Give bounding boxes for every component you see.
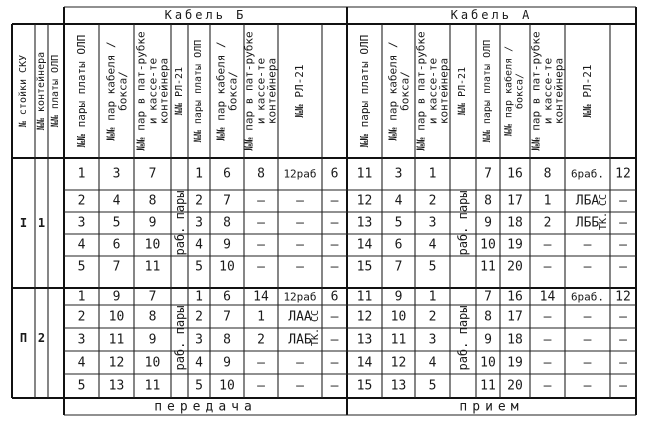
- table-cell: –: [583, 378, 592, 394]
- table-cell: 4: [112, 193, 121, 209]
- table-cell: 10: [144, 237, 161, 253]
- cable-a-title: Кабель А: [450, 8, 533, 22]
- table-cell: –: [619, 309, 627, 324]
- working-pairs-label-b: раб. пары: [172, 190, 187, 256]
- table-cell: 9: [484, 215, 492, 231]
- table-cell: 12: [615, 166, 631, 182]
- table-cell: –: [619, 237, 627, 253]
- table-cell: 4: [77, 237, 86, 253]
- table-cell: 12раб: [283, 167, 317, 181]
- container-number: 1: [37, 216, 46, 230]
- table-cell: 3: [77, 332, 86, 347]
- table-cell: 6: [394, 237, 403, 253]
- table-cell: 7: [484, 289, 492, 304]
- table-cell: –: [330, 332, 339, 347]
- table-cell: 9: [394, 289, 403, 304]
- table-cell: –: [330, 237, 339, 253]
- table-cell: 9: [112, 289, 121, 304]
- table-cell: 10: [390, 309, 407, 324]
- table-cell: –: [619, 378, 627, 394]
- table-cell: 9: [484, 332, 492, 347]
- table-cell: –: [296, 237, 304, 253]
- table-cell: –: [583, 332, 592, 347]
- table-cell: 6: [330, 166, 339, 182]
- footer-receive-label: прием: [459, 399, 524, 415]
- table-cell: 13: [108, 378, 125, 394]
- table-cell: 5: [195, 378, 203, 394]
- table-cell: 2: [428, 193, 437, 209]
- table-cell: 14: [539, 289, 556, 304]
- table-cell: 14: [356, 355, 373, 370]
- table-cell: 2: [543, 215, 552, 231]
- column-header-a-rl21-2: №№ РЛ-21: [580, 64, 594, 118]
- table-cell: –: [257, 378, 265, 394]
- column-header-b-pair-tail2: №№ пар в пат-рубке и кассе-те контейнера: [242, 31, 279, 151]
- table-cell: 11: [480, 259, 496, 275]
- table-cell: 12: [615, 289, 631, 304]
- table-cell: 5: [428, 259, 437, 275]
- table-cell: –: [330, 193, 339, 209]
- table-cell: 7: [112, 259, 121, 275]
- table-cell: 2: [77, 193, 86, 209]
- table-cell: –: [543, 237, 552, 253]
- column-header-b-rl21-2: №№ РЛ-21: [293, 64, 307, 118]
- table-cell: ЛББ: [575, 215, 600, 231]
- table-cell: 13: [390, 378, 407, 394]
- table-cell: –: [257, 259, 265, 275]
- table-cell: 12раб: [283, 290, 317, 303]
- table-cell: 5: [195, 259, 203, 275]
- working-pairs-label-a: раб. пары: [456, 190, 470, 256]
- table-cell: 8: [148, 309, 157, 324]
- table-cell: 1: [428, 289, 437, 304]
- table-cell: 10: [219, 378, 235, 394]
- table-cell: 11: [356, 289, 373, 304]
- container-number: 2: [37, 331, 46, 345]
- table-cell: 4: [428, 237, 437, 253]
- table-cell: 14: [253, 289, 269, 304]
- table-cell: –: [543, 309, 552, 324]
- table-cell: 2: [77, 309, 86, 324]
- working-pairs-label-a: раб. пары: [456, 305, 470, 371]
- table-cell: 3: [394, 166, 403, 182]
- table-cell: 7: [148, 289, 157, 304]
- table-cell: 7: [394, 259, 403, 275]
- table-cell: 8: [484, 309, 492, 324]
- table-cell: 10: [144, 355, 161, 370]
- cable-b-title: Кабель Б: [164, 8, 247, 22]
- table-cell: 3: [112, 166, 121, 182]
- column-header-a-pair-cable2: №№ пар кабеля /бокса/: [503, 45, 525, 137]
- sku-number: П: [19, 331, 28, 345]
- column-header-b-pair-cable2: №№ пар кабеля /бокса/: [214, 41, 239, 141]
- table-cell: 12: [108, 355, 125, 370]
- column-header-a-pair-tail2: №№ пар в пат-рубке и кассе-те контейнера: [529, 31, 566, 151]
- table-cell: 7: [148, 166, 157, 182]
- table-cell: 5: [77, 259, 86, 275]
- table-cell: 8: [223, 215, 231, 231]
- table-cell: –: [583, 309, 592, 324]
- table-cell: 15: [356, 378, 373, 394]
- table-cell: 6: [223, 289, 231, 304]
- table-cell: 2: [195, 309, 203, 324]
- table-cell: 5: [112, 215, 121, 231]
- column-header-a-pair-tail: №№ пар в пат-рубке и кассе-те контейнера: [414, 31, 451, 151]
- table-cell: 1: [428, 166, 437, 182]
- table-cell: 12: [390, 355, 407, 370]
- table-cell: 13: [356, 215, 373, 231]
- table-cell: 8: [543, 166, 552, 182]
- table-cell: –: [296, 355, 304, 370]
- tk-cc-label-b: ТК. СС: [310, 309, 321, 347]
- table-cell: 1: [195, 166, 203, 182]
- table-cell: 11: [480, 378, 496, 394]
- footer-transmit-label: передача: [154, 399, 257, 415]
- table-cell: –: [296, 193, 304, 209]
- column-header-a-pair-cable: №№ пар кабеля /бокса/: [385, 41, 411, 141]
- table-cell: 1: [195, 289, 203, 304]
- table-cell: –: [296, 215, 304, 231]
- table-cell: 8: [223, 332, 231, 347]
- table-cell: 17: [507, 193, 523, 209]
- table-cell: –: [330, 259, 339, 275]
- table-cell: 16: [507, 289, 523, 304]
- table-cell: –: [257, 215, 265, 231]
- table-cell: 11: [356, 166, 373, 182]
- table-cell: 6раб.: [570, 167, 605, 181]
- table-cell: 13: [356, 332, 373, 347]
- table-cell: 17: [507, 309, 523, 324]
- table-cell: 2: [257, 332, 265, 347]
- table-cell: 4: [195, 355, 203, 370]
- table-cell: –: [583, 355, 592, 370]
- tk-cc-label-a: ТК. СС: [598, 193, 609, 231]
- table-cell: 1: [543, 193, 552, 209]
- table-cell: –: [330, 215, 339, 231]
- table-cell: –: [543, 378, 552, 394]
- table-cell: 6: [330, 289, 339, 304]
- table-cell: 9: [223, 237, 231, 253]
- table-cell: 4: [394, 193, 403, 209]
- table-cell: 4: [428, 355, 437, 370]
- table-cell: 3: [77, 215, 86, 231]
- table-cell: –: [619, 215, 627, 231]
- table-cell: 8: [257, 166, 265, 182]
- table-cell: ЛБА: [575, 193, 600, 209]
- table-cell: –: [257, 355, 265, 370]
- table-cell: –: [257, 237, 265, 253]
- table-cell: 5: [77, 378, 86, 394]
- table-cell: –: [619, 332, 627, 347]
- table-cell: 6: [112, 237, 121, 253]
- table-cell: ЛАА: [288, 309, 312, 324]
- table-cell: 3: [428, 332, 437, 347]
- table-cell: 20: [507, 259, 523, 275]
- table-cell: 3: [195, 332, 203, 347]
- table-cell: –: [619, 193, 627, 209]
- table-cell: 10: [480, 237, 496, 253]
- table-cell: 1: [77, 166, 86, 182]
- column-header-sku: № стойки СКУ: [17, 54, 29, 128]
- sku-number: I: [19, 216, 28, 230]
- table-cell: 2: [195, 193, 203, 209]
- table-cell: 3: [428, 215, 437, 231]
- table-cell: 6: [223, 166, 231, 182]
- table-cell: 7: [223, 309, 231, 324]
- column-header-a-rl21: №№ РЛ-21: [456, 66, 468, 116]
- table-cell: ЛАБ: [288, 332, 312, 347]
- table-cell: 18: [507, 215, 523, 231]
- working-pairs-label-b: раб. пары: [172, 305, 187, 371]
- table-cell: –: [583, 237, 592, 253]
- column-header-a-pair-olp2: №№ пары платы ОЛП: [481, 39, 493, 143]
- column-header-a-pair-olp: №№ пары платы ОЛП: [357, 34, 371, 148]
- table-cell: 10: [480, 355, 496, 370]
- table-cell: –: [583, 259, 592, 275]
- column-header-olp-board: №№ платы ОЛП: [49, 54, 61, 128]
- table-cell: –: [330, 378, 339, 394]
- table-cell: 8: [484, 193, 492, 209]
- table-cell: –: [330, 309, 339, 324]
- table-cell: 19: [507, 355, 523, 370]
- table-cell: 7: [484, 166, 492, 182]
- table-cell: 11: [108, 332, 125, 347]
- table-cell: 6раб.: [570, 290, 605, 303]
- table-cell: –: [296, 378, 304, 394]
- table-cell: 4: [195, 237, 203, 253]
- table-cell: –: [543, 355, 552, 370]
- table-cell: 1: [257, 309, 265, 324]
- table-cell: 5: [428, 378, 437, 394]
- column-header-container: №№ контейнера: [35, 51, 47, 131]
- table-cell: 9: [148, 215, 157, 231]
- column-header-b-pair-tail: №№ пар в пат-рубке и кассе-те контейнера: [134, 31, 171, 151]
- table-cell: 8: [148, 193, 157, 209]
- table-cell: 9: [148, 332, 157, 347]
- table-cell: –: [543, 259, 552, 275]
- table-cell: –: [619, 259, 627, 275]
- table-cell: 12: [356, 309, 373, 324]
- table-cell: 2: [428, 309, 437, 324]
- table-cell: 16: [507, 166, 523, 182]
- column-header-b-pair-cable: №№ пар кабеля /бокса/: [103, 41, 129, 141]
- table-cell: 19: [507, 237, 523, 253]
- table-cell: 7: [223, 193, 231, 209]
- table-cell: 4: [77, 355, 86, 370]
- table-cell: –: [257, 193, 265, 209]
- column-header-b-pair-olp: №№ пары платы ОЛП: [74, 34, 88, 148]
- table-cell: 11: [144, 259, 161, 275]
- table-cell: 1: [77, 289, 86, 304]
- table-cell: –: [619, 355, 627, 370]
- column-header-b-pair-olp2: №№ пары платы ОЛП: [192, 39, 204, 143]
- table-cell: 11: [390, 332, 407, 347]
- table-cell: 15: [356, 259, 373, 275]
- table-cell: –: [296, 259, 304, 275]
- table-cell: 3: [195, 215, 203, 231]
- table-cell: 11: [144, 378, 161, 394]
- table-cell: 10: [219, 259, 235, 275]
- table-cell: 9: [223, 355, 231, 370]
- table-cell: 18: [507, 332, 523, 347]
- table-cell: 10: [108, 309, 125, 324]
- column-header-b-rl21: №№ РЛ-21: [173, 66, 185, 116]
- table-cell: –: [330, 355, 339, 370]
- table-cell: –: [543, 332, 552, 347]
- table-cell: 14: [356, 237, 373, 253]
- table-cell: 5: [394, 215, 403, 231]
- table-cell: 12: [356, 193, 373, 209]
- table-cell: 20: [507, 378, 523, 394]
